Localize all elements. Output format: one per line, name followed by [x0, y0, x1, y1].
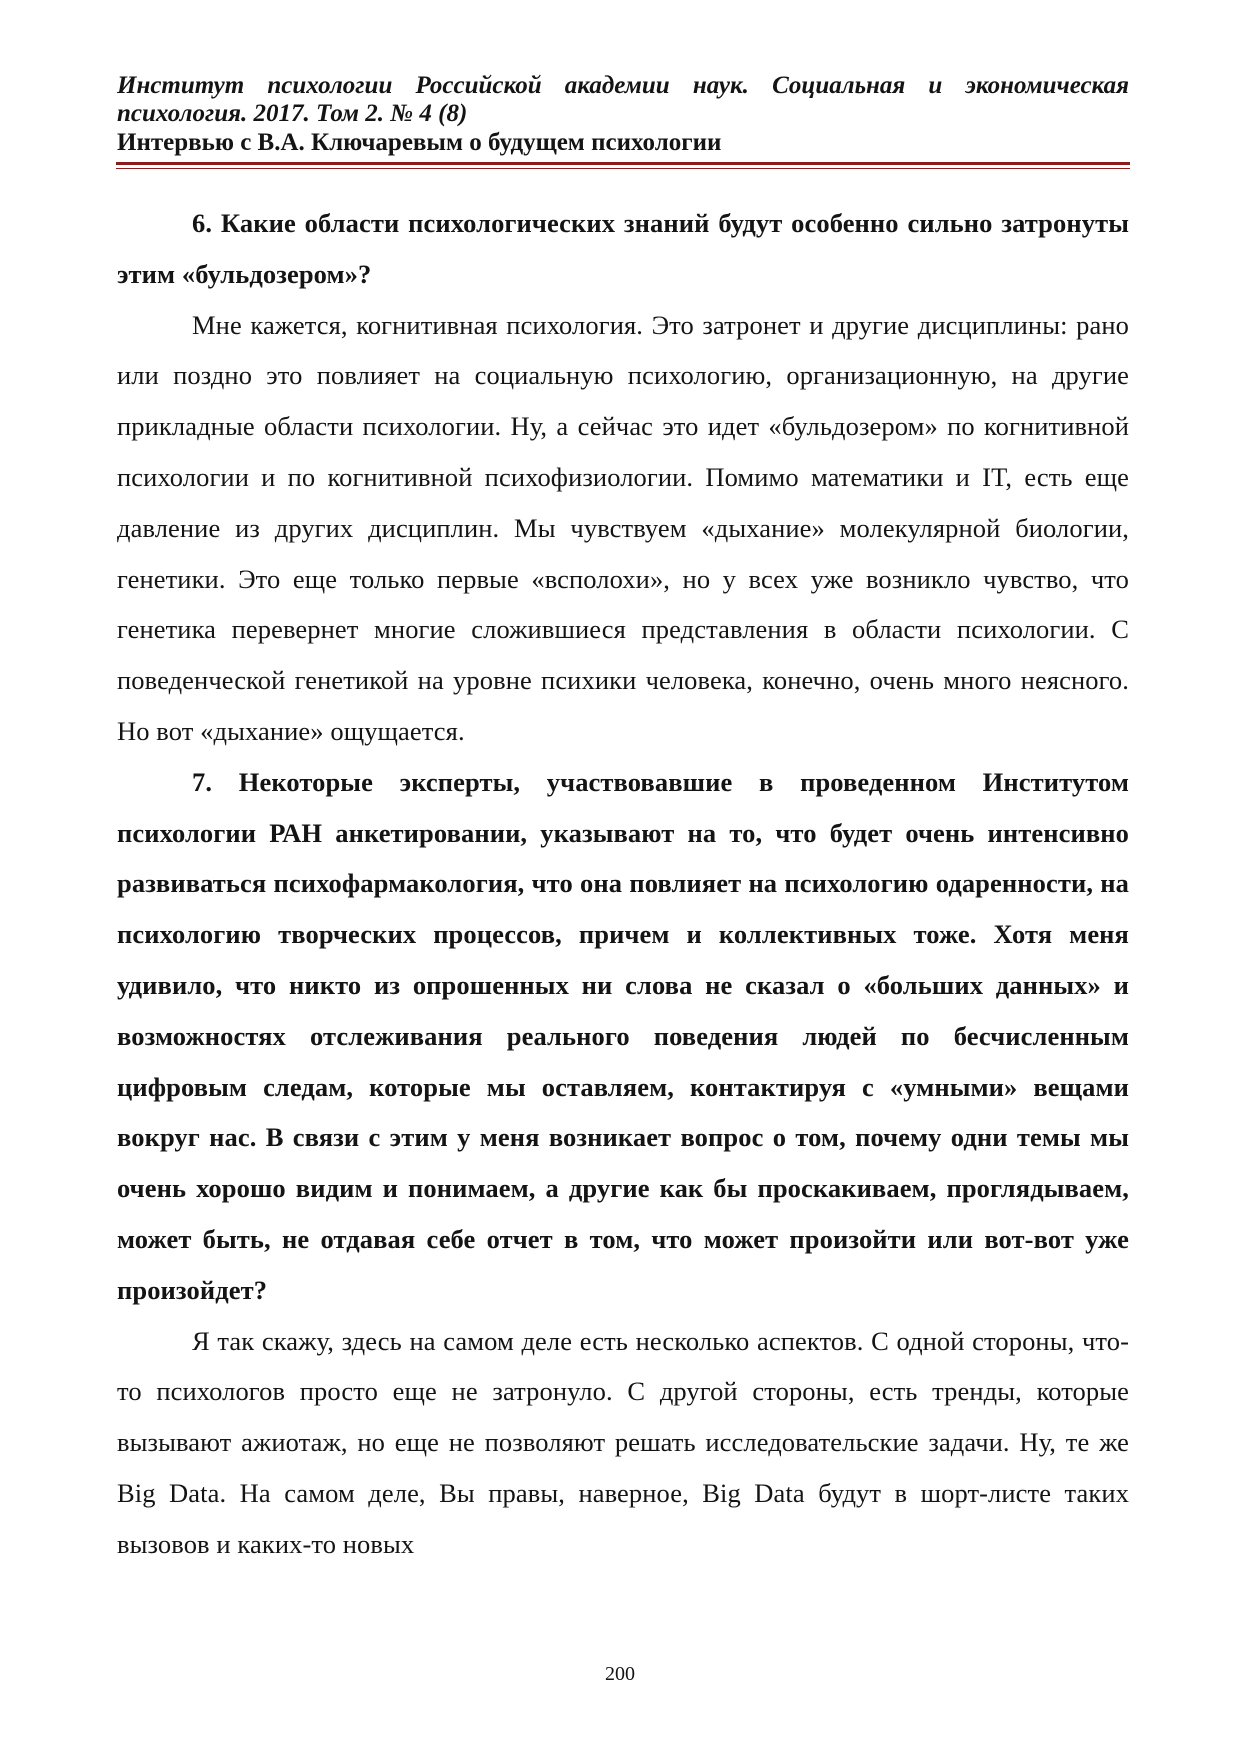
answer-paragraph: Мне кажется, когнитивная психология. Это затронет и другие дисциплины: рано или поздно это повлияет на социальную психологию, организационную, на другие прикладные области психологии. Ну, а сейчас это идет «бульдозером» по когнитивной психологии и по когнитивной психофизиологии. Помимо математики и IT, есть еще давление из других дисциплин. Мы чувствуем «дыхание» молекулярной биологии, генетики. Это еще только первые «всполохи», но у всех уже возникло чувство, что генетика перевернет многие сложившиеся представления в области психологии. С поведенческой генетикой на уровне психики человека, конечно, очень много неясного. Но вот «дыхание» ощущается.	[117, 309, 1129, 746]
header-rule-thick	[116, 162, 1130, 165]
journal-title-line-1: Институт психологии Российской академии наук. Социальная и экономическая	[117, 72, 1129, 99]
page-header	[117, 72, 1129, 158]
header-rule-thin	[116, 168, 1130, 169]
question-paragraph: 7. Некоторые эксперты, участвовавшие в проведенном Институтом психологии РАН анкетировании, указывают на то, что будет очень интенсивно развиваться психофармакология, что она повлияет на психологию одаренности, на психологию творческих процессов, причем и коллективных тоже. Хотя меня удивило, что никто из опрошенных ни слова не сказал о «больших данных» и возможностях отслеживания реального поведения людей по бесчисленным цифровым следам, которые мы оставляем, контактируя с «умными» вещами вокруг нас. В связи с этим у меня возникает вопрос о том, почему одни темы мы очень хорошо видим и понимаем, а другие как бы проскакиваем, проглядываем, может быть, не отдавая себе отчет в том, что может произойти или вот-вот уже произойдет?	[117, 766, 1129, 1305]
article-body	[117, 198, 1129, 1570]
journal-title-line-2: психология. 2017. Том 2. № 4 (8)	[117, 100, 468, 127]
answer-paragraph: Я так скажу, здесь на самом деле есть несколько аспектов. С одной стороны, что-то психологов просто еще не затронуло. С другой стороны, есть тренды, которые вызывают ажиотаж, но еще не позволяют решать исследовательские задачи. Ну, те же Big Data. На самом деле, Вы правы, наверное, Big Data будут в шорт-листе таких вызовов и каких-то новых	[117, 1325, 1129, 1559]
question-paragraph: 6. Какие области психологических знаний будут особенно сильно затронуты этим «бульдозером»?	[117, 208, 1129, 289]
page-number: 200	[605, 1663, 635, 1685]
article-title: Интервью с В.А. Ключаревым о будущем психологии	[117, 129, 722, 156]
